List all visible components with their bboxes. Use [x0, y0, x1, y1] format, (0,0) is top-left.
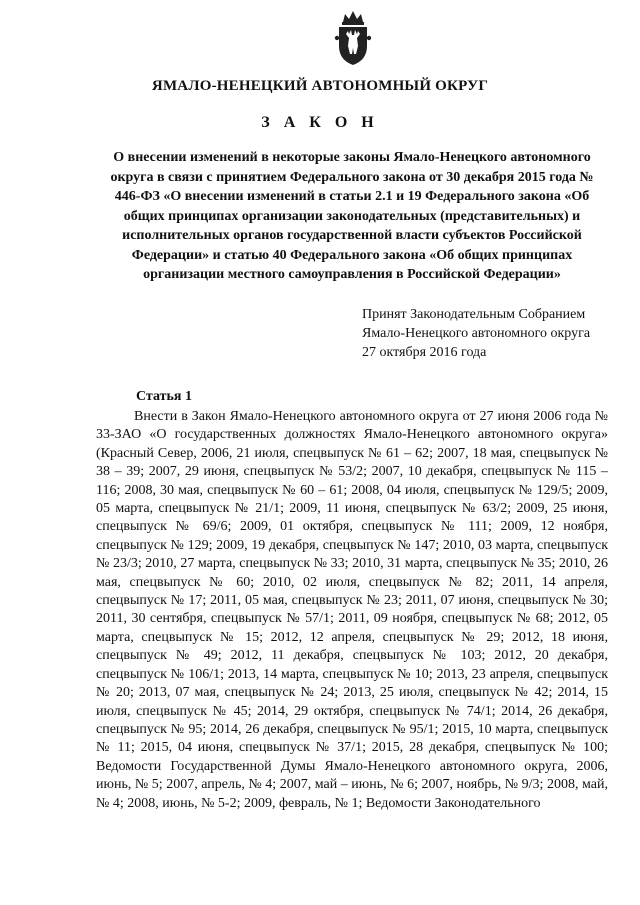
adoption-note: [362, 305, 632, 362]
adoption-line-2: Ямало-Ненецкого автономного округа: [362, 326, 591, 341]
article-heading: Статья 1: [136, 389, 192, 404]
coat-of-arms-emblem: [333, 8, 373, 68]
adoption-line-1: Принят Законодательным Собранием: [362, 307, 586, 322]
adoption-date: 27 октября 2016 года: [362, 345, 487, 360]
region-name: ЯМАЛО-НЕНЕЦКИЙ АВТОНОМНЫЙ ОКРУГ: [151, 78, 489, 94]
law-title: О внесении изменений в некоторые законы Ямало-Ненецкого автономного округа в связи с принятием Федерального закона от 30 декабря 2015 года № 446-ФЗ «О внесении изменений в статьи 2.1 и 19 Федерального закона «Об общих принципах организации законодательных (представительных) и исполнительных органов государственной власти субъектов Российской Федерации» и статью 40 Федерального закона «Об общих принципах организации местного самоуправления в Российской Федерации»: [110, 150, 594, 282]
article-body: Внести в Закон Ямало-Ненецкого автономного округа от 27 июня 2006 года № 33-ЗАО «О государственных должностях Ямало-Ненецкого автономного округа» (Красный Север, 2006, 21 июля, спецвыпуск № 61 – 62; 2007, 18 мая, спецвыпуск № 38 – 39; 2007, 29 июня, спецвыпуск № 53/2; 2007, 10 декабря, спецвыпуск № 115 – 116; 2008, 30 мая, спецвыпуск № 60 – 61; 2008, 04 июля, спецвыпуск № 129/5; 2009, 05 марта, спецвыпуск № 21/1; 2009, 11 июня, спецвыпуск № 63/2; 2009, 25 июня, спецвыпуск № 69/6; 2009, 01 октября, спецвыпуск № 111; 2009, 12 ноября, спецвыпуск № 129; 2009, 19 декабря, спецвыпуск № 147; 2010, 03 марта, спецвыпуск № 23/3; 2010, 27 марта, спецвыпуск № 33; 2010, 31 марта, спецвыпуск № 35; 2010, 26 мая, спецвыпуск № 60; 2010, 02 июля, спецвыпуск № 82; 2011, 14 апреля, спецвыпуск № 17; 2011, 05 мая, спецвыпуск № 23; 2011, 07 июня, спецвыпуск № 30; 2011, 30 сентября, спецвыпуск № 57/1; 2011, 09 ноября, спецвыпуск № 68; 2012, 05 марта, спецвыпуск № 15; 2012, 12 апреля, спецвыпуск № 29; 2012, 18 июня, спецвыпуск № 49; 2012, 11 декабря, спецвыпуск № 103; 2012, 20 декабря, спецвыпуск № 106/1; 2013, 14 марта, спецвыпуск № 10; 2013, 23 апреля, спецвыпуск № 20; 2013, 07 мая, спецвыпуск № 24; 2013, 25 июля, спецвыпуск № 42; 2014, 15 июля, спецвыпуск № 45; 2014, 29 октября, спецвыпуск № 74/1; 2014, 26 декабря, спецвыпуск № 95; 2014, 26 декабря, спецвыпуск № 95/1; 2015, 10 марта, спецвыпуск № 11; 2015, 04 июня, спецвыпуск № 37/1; 2015, 28 декабря, спецвыпуск № 100; Ведомости Государственной Думы Ямало-Ненецкого автономного округа, 2006, июнь, № 5; 2007, апрель, № 4; 2007, май – июнь, № 6; 2007, ноябрь, № 9/3; 2008, май, № 4; 2008, июнь, № 5-2; 2009, февраль, № 1; Ведомости Законодательного: [96, 409, 608, 811]
document-type: З А К О Н: [261, 114, 379, 131]
